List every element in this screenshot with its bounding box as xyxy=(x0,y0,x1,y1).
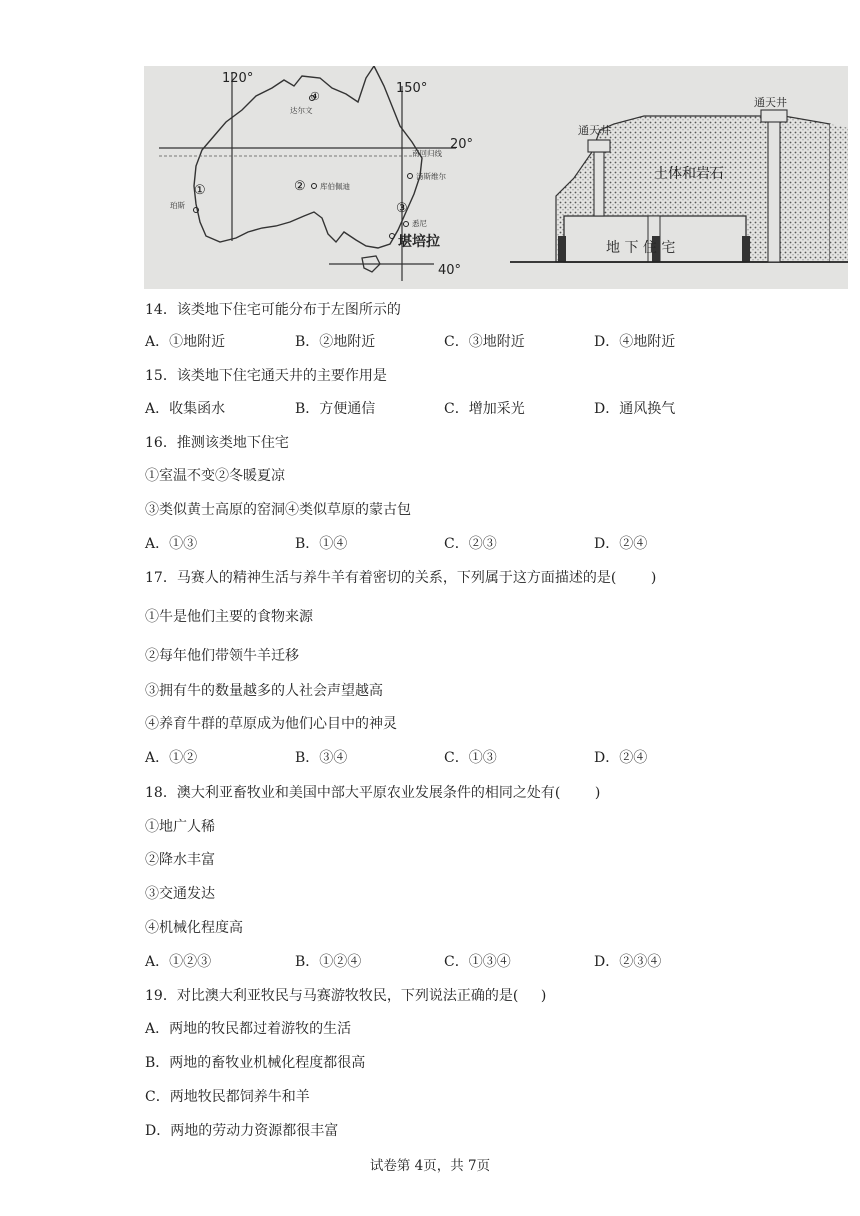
city-darwin: 达尔文 xyxy=(290,106,313,115)
question-15-option-b[interactable]: B．方便通信 xyxy=(295,401,376,417)
question-17-paren-close: ) xyxy=(650,570,657,586)
question-18-option-a[interactable]: A．①②③ xyxy=(145,954,212,970)
question-19-option-b[interactable]: B．两地的畜牧业机械化程度都很高 xyxy=(145,1055,366,1071)
question-15-option-d[interactable]: D．通风换气 xyxy=(594,401,676,417)
question-19-option-d[interactable]: D．两地的劳动力资源都很丰富 xyxy=(145,1123,339,1139)
question-14-option-c[interactable]: C．③地附近 xyxy=(444,334,525,350)
city-dot-townsville xyxy=(408,174,413,179)
city-tropic: 南回归线 xyxy=(412,149,442,158)
marker-1: ① xyxy=(194,183,206,198)
label-lat-20: 20° xyxy=(450,137,474,152)
question-18-item-2: ②降水丰富 xyxy=(145,852,215,868)
question-16-item-2: ③类似黄士高原的窑洞④类似草原的蒙古包 xyxy=(145,502,411,518)
question-15-stem: 15．该类地下住宅通天井的主要作用是 xyxy=(145,368,387,384)
question-16-option-d[interactable]: D．②④ xyxy=(594,536,648,552)
question-18-item-1: ①地广人稀 xyxy=(145,819,215,835)
city-perth: 珀斯 xyxy=(170,201,185,210)
question-16-item-1: ①室温不变②冬暖夏凉 xyxy=(145,468,285,484)
question-18-option-b[interactable]: B．①②④ xyxy=(295,954,362,970)
label-house: 地 下 住 宅 xyxy=(606,240,676,256)
marker-3: ③ xyxy=(396,201,408,216)
question-19-stem-text: 19．对比澳大利亚牧民与马赛游牧牧民，下列说法正确的是( xyxy=(145,988,519,1004)
rock-edge xyxy=(830,124,848,262)
city-sydney: 悉尼 xyxy=(412,219,427,228)
question-14-stem: 14．该类地下住宅可能分布于左图所示的 xyxy=(145,302,401,318)
australia-outline xyxy=(194,66,422,248)
question-17-stem-text: 17．马赛人的精神生活与养牛羊有着密切的关系，下列属于这方面描述的是( xyxy=(145,570,617,586)
figure-svg xyxy=(144,66,848,289)
question-18-paren-close: ) xyxy=(594,785,601,801)
label-rock: 土体和岩石 xyxy=(654,166,724,182)
question-15-option-c[interactable]: C．增加采光 xyxy=(444,401,525,417)
city-dot-canberra xyxy=(390,234,395,239)
question-17-option-b[interactable]: B．③④ xyxy=(295,750,348,766)
question-14-option-b[interactable]: B．②地附近 xyxy=(295,334,376,350)
question-17-option-a[interactable]: A．①② xyxy=(145,750,198,766)
question-18-stem xyxy=(145,784,600,802)
floor-block-left xyxy=(558,236,566,262)
dwelling-section xyxy=(510,95,848,262)
city-dot-sydney xyxy=(404,222,409,227)
question-14-option-d[interactable]: D．④地附近 xyxy=(594,334,676,350)
australia-map xyxy=(159,66,473,281)
label-lon-120: 120° xyxy=(222,71,254,86)
label-lat-40: 40° xyxy=(438,263,462,278)
question-18-item-3: ③交通发达 xyxy=(145,886,215,902)
marker-4: ④ xyxy=(310,90,320,103)
question-16-option-b[interactable]: B．①④ xyxy=(295,536,348,552)
question-17-item-1: ①牛是他们主要的食物来源 xyxy=(145,609,313,625)
shaft-right-cap xyxy=(761,110,787,122)
city-canberra: 堪培拉 xyxy=(398,234,440,250)
label-shaft-left: 通天井 xyxy=(578,124,611,137)
question-17-option-c[interactable]: C．①③ xyxy=(444,750,497,766)
question-17-item-2: ②每年他们带领牛羊迁移 xyxy=(145,648,299,664)
question-15-option-a[interactable]: A．收集函水 xyxy=(145,401,226,417)
question-14-option-a[interactable]: A．①地附近 xyxy=(145,334,226,350)
question-19-option-c[interactable]: C．两地牧民都饲养牛和羊 xyxy=(145,1089,310,1105)
floor-block-right xyxy=(742,236,750,262)
label-lon-150: 150° xyxy=(396,81,428,96)
question-16-option-a[interactable]: A．①③ xyxy=(145,536,198,552)
question-18-item-4: ④机械化程度高 xyxy=(145,920,243,936)
question-17-option-d[interactable]: D．②④ xyxy=(594,750,648,766)
question-18-option-d[interactable]: D．②③④ xyxy=(594,954,662,970)
city-dot-desert xyxy=(312,184,317,189)
shaft-left xyxy=(594,152,604,216)
page-footer: 试卷第 4页，共 7页 xyxy=(369,1158,491,1174)
question-17-stem xyxy=(145,569,656,587)
question-17-item-3: ③拥有牛的数量越多的人社会声望越高 xyxy=(145,683,383,699)
label-shaft-right: 通天井 xyxy=(754,96,787,109)
figure-map-and-section xyxy=(144,66,848,289)
question-19-stem xyxy=(145,987,546,1005)
question-16-stem: 16．推测该类地下住宅 xyxy=(145,435,289,451)
question-17-item-4: ④养育牛群的草原成为他们心目中的神灵 xyxy=(145,716,397,732)
city-townsville: 汤斯维尔 xyxy=(416,172,446,181)
question-16-option-c[interactable]: C．②③ xyxy=(444,536,497,552)
question-18-stem-text: 18．澳大利亚畜牧业和美国中部大平原农业发展条件的相同之处有( xyxy=(145,785,561,801)
city-desert: 库伯佩迪 xyxy=(320,182,350,191)
question-18-option-c[interactable]: C．①③④ xyxy=(444,954,511,970)
question-19-paren-close: ) xyxy=(540,988,547,1004)
shaft-right xyxy=(768,116,780,262)
question-19-option-a[interactable]: A．两地的牧民都过着游牧的生活 xyxy=(145,1021,352,1037)
marker-2: ② xyxy=(294,179,306,194)
shaft-left-cap xyxy=(588,140,610,152)
